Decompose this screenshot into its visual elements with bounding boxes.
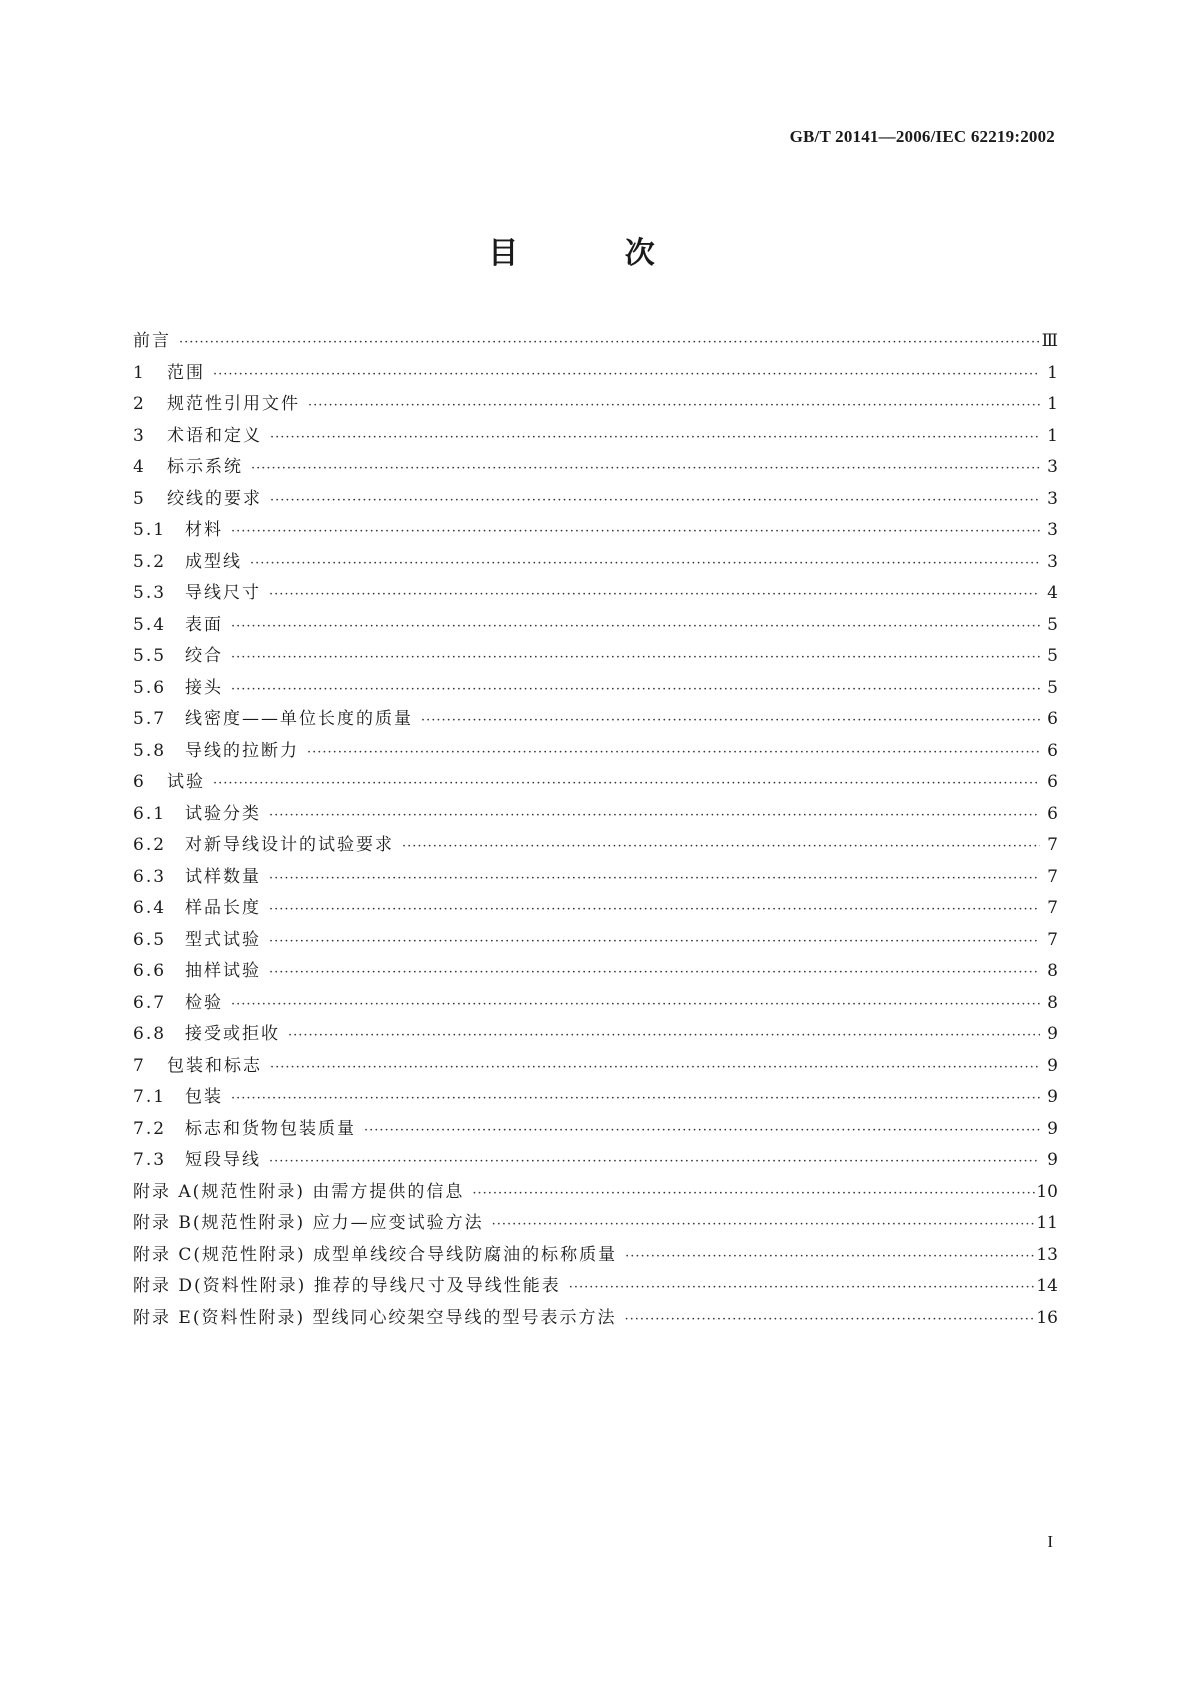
toc-dot-leader [211, 359, 1040, 391]
toc-entry-page: 3 [1047, 488, 1058, 509]
toc-entry[interactable] [133, 704, 1058, 736]
toc-entry[interactable] [133, 484, 1058, 516]
toc-entry-label: 附录 B(规范性附录) 应力—应变试验方法 [133, 1213, 484, 1233]
toc-entry-page: 7 [1047, 866, 1058, 887]
toc-entry-page: 6 [1047, 803, 1058, 824]
toc-entry-page: 13 [1036, 1244, 1058, 1265]
toc-entry-label: 接受或拒收 [185, 1024, 280, 1044]
toc-entry[interactable] [133, 421, 1058, 453]
toc-entry-label: 试验 [167, 772, 205, 792]
toc-entry-number: 6.4 [133, 898, 167, 918]
toc-dot-leader [177, 327, 1040, 359]
toc-entry-page: 7 [1047, 898, 1058, 918]
toc-entry-page: 9 [1047, 1118, 1058, 1139]
toc-entry-page: 5 [1047, 677, 1058, 698]
toc-entry-number: 6 [133, 772, 146, 792]
toc-entry[interactable] [133, 358, 1058, 390]
toc-dot-leader [267, 1146, 1040, 1178]
toc-entry-number: 5.5 [133, 646, 167, 666]
toc-entry-page: 9 [1047, 1024, 1058, 1044]
toc-entry-page: 14 [1036, 1276, 1058, 1296]
toc-entry[interactable] [133, 547, 1058, 579]
toc-entry[interactable] [133, 1240, 1058, 1272]
toc-entry-label: 标示系统 [167, 457, 243, 477]
toc-entry-number: 7.1 [133, 1087, 167, 1107]
toc-entry[interactable] [133, 515, 1058, 547]
toc-entry-number: 5.7 [133, 709, 167, 729]
page-title: 目 次 [488, 236, 703, 271]
toc-entry-label: 术语和定义 [167, 425, 262, 446]
toc-entry-number: 4 [133, 457, 146, 477]
toc-entry-page: 9 [1047, 1055, 1058, 1076]
toc-dot-leader [286, 1020, 1040, 1052]
toc-entry-number: 7 [133, 1055, 146, 1076]
toc-entry-number: 3 [133, 425, 146, 446]
toc-entry-page: 9 [1047, 1150, 1058, 1170]
toc-entry-label: 标志和货物包装质量 [185, 1118, 356, 1139]
toc-entry-label: 检验 [185, 992, 223, 1013]
toc-dot-leader [267, 800, 1040, 832]
toc-entry-number: 5.1 [133, 520, 167, 540]
toc-entry-label: 包装 [185, 1087, 223, 1107]
toc-dot-leader [305, 737, 1040, 769]
toc-dot-leader [229, 1083, 1040, 1115]
toc-entry-page: 3 [1047, 457, 1058, 477]
toc-dot-leader [400, 831, 1040, 863]
toc-entry-page: 7 [1047, 835, 1058, 855]
toc-entry[interactable] [133, 673, 1058, 705]
toc-entry-number: 5.4 [133, 614, 167, 635]
toc-entry-number: 2 [133, 394, 146, 414]
toc-entry[interactable] [133, 1019, 1058, 1051]
table-of-contents [133, 326, 1058, 1334]
toc-entry-number: 6.2 [133, 835, 167, 855]
toc-entry-label: 短段导线 [185, 1150, 261, 1170]
toc-entry[interactable] [133, 1082, 1058, 1114]
toc-entry-number: 1 [133, 362, 146, 383]
toc-entry[interactable] [133, 452, 1058, 484]
toc-entry[interactable] [133, 578, 1058, 610]
toc-entry[interactable] [133, 893, 1058, 925]
toc-entry[interactable] [133, 1271, 1058, 1303]
toc-entry[interactable] [133, 988, 1058, 1020]
toc-entry-number: 5.8 [133, 740, 167, 761]
toc-entry-number: 6.6 [133, 961, 167, 981]
toc-entry[interactable] [133, 799, 1058, 831]
toc-entry[interactable] [133, 862, 1058, 894]
toc-dot-leader [623, 1241, 1036, 1273]
toc-dot-leader [267, 957, 1040, 989]
standard-number: GB/T 20141—2006/IEC 62219:2002 [789, 127, 1055, 146]
toc-entry-number: 6.1 [133, 803, 167, 824]
toc-entry-page: 3 [1047, 520, 1058, 540]
toc-entry-label: 附录 C(规范性附录) 成型单线绞合导线防腐油的标称质量 [133, 1244, 618, 1265]
toc-entry-page: 5 [1047, 614, 1058, 635]
toc-dot-leader [268, 1052, 1040, 1084]
toc-dot-leader [248, 548, 1040, 580]
toc-entry-label: 附录 D(资料性附录) 推荐的导线尺寸及导线性能表 [133, 1276, 561, 1296]
toc-entry-label: 样品长度 [185, 898, 261, 918]
toc-entry-page: 10 [1036, 1181, 1058, 1202]
toc-entry-page: 8 [1047, 961, 1058, 981]
toc-entry-label: 表面 [185, 614, 223, 635]
toc-entry[interactable] [133, 736, 1058, 768]
toc-entry-label: 导线尺寸 [185, 583, 261, 603]
toc-dot-leader [268, 485, 1040, 517]
toc-entry-label: 导线的拉断力 [185, 740, 299, 761]
toc-entry[interactable] [133, 1114, 1058, 1146]
toc-entry-label: 试样数量 [185, 866, 261, 887]
toc-entry[interactable] [133, 1177, 1058, 1209]
toc-entry[interactable] [133, 641, 1058, 673]
toc-entry-page: 9 [1047, 1087, 1058, 1107]
toc-entry-page: 3 [1047, 551, 1058, 572]
toc-dot-leader [229, 611, 1040, 643]
toc-dot-leader [268, 422, 1040, 454]
toc-entry-page: 1 [1047, 362, 1058, 383]
toc-dot-leader [229, 642, 1040, 674]
toc-entry[interactable] [133, 389, 1058, 421]
toc-entry-page: 6 [1047, 740, 1058, 761]
toc-entry-label: 范围 [167, 362, 205, 383]
toc-entry[interactable] [133, 1145, 1058, 1177]
toc-entry[interactable] [133, 610, 1058, 642]
toc-dot-leader [490, 1209, 1037, 1241]
toc-dot-leader [211, 768, 1040, 800]
toc-entry-page: 6 [1047, 772, 1058, 792]
toc-entry-label: 成型线 [185, 551, 242, 572]
toc-dot-leader [249, 453, 1040, 485]
toc-entry-page: 8 [1047, 992, 1058, 1013]
toc-entry-label: 抽样试验 [185, 961, 261, 981]
toc-entry-number: 6.8 [133, 1024, 167, 1044]
toc-entry[interactable] [133, 830, 1058, 862]
toc-entry-number: 6.7 [133, 992, 167, 1013]
toc-dot-leader [267, 926, 1040, 958]
toc-dot-leader [229, 516, 1040, 548]
toc-entry-number: 6.5 [133, 929, 167, 950]
toc-entry[interactable] [133, 767, 1058, 799]
toc-dot-leader [229, 989, 1040, 1021]
toc-entry-page: 6 [1047, 709, 1058, 729]
toc-dot-leader [229, 674, 1040, 706]
toc-entry-number: 6.3 [133, 866, 167, 887]
toc-entry-label: 试验分类 [185, 803, 261, 824]
toc-entry-page: 11 [1036, 1213, 1058, 1233]
toc-entry-page: 4 [1047, 583, 1058, 603]
toc-entry[interactable] [133, 925, 1058, 957]
toc-entry-label: 对新导线设计的试验要求 [185, 835, 394, 855]
toc-entry-label: 附录 E(资料性附录) 型线同心绞架空导线的型号表示方法 [133, 1307, 617, 1328]
toc-entry-number: 5.2 [133, 551, 167, 572]
toc-entry-label: 附录 A(规范性附录) 由需方提供的信息 [133, 1181, 465, 1202]
toc-entry-label: 前言 [133, 331, 171, 351]
toc-entry-number: 7.3 [133, 1150, 167, 1170]
toc-entry-number: 5.3 [133, 583, 167, 603]
toc-entry[interactable] [133, 326, 1058, 358]
toc-entry-number: 5 [133, 488, 146, 509]
toc-entry-page: 1 [1047, 394, 1058, 414]
toc-dot-leader [622, 1304, 1036, 1336]
toc-entry-label: 型式试验 [185, 929, 261, 950]
toc-entry-label: 绞线的要求 [167, 488, 262, 509]
toc-dot-leader [470, 1178, 1036, 1210]
toc-entry-label: 线密度——单位长度的质量 [185, 709, 413, 729]
toc-dot-leader [267, 894, 1040, 926]
toc-entry[interactable] [133, 956, 1058, 988]
toc-dot-leader [267, 863, 1040, 895]
toc-dot-leader [306, 390, 1040, 422]
toc-entry-page: 16 [1036, 1307, 1058, 1328]
toc-entry-page: 5 [1047, 646, 1058, 666]
toc-dot-leader [362, 1115, 1040, 1147]
toc-entry[interactable] [133, 1051, 1058, 1083]
toc-entry-label: 包装和标志 [167, 1055, 262, 1076]
page-number: I [1047, 1532, 1053, 1551]
toc-entry[interactable] [133, 1303, 1058, 1335]
toc-entry-number: 7.2 [133, 1118, 167, 1139]
toc-entry-label: 接头 [185, 677, 223, 698]
toc-dot-leader [419, 705, 1040, 737]
toc-entry-label: 材料 [185, 520, 223, 540]
toc-entry-number: 5.6 [133, 677, 167, 698]
toc-entry[interactable] [133, 1208, 1058, 1240]
toc-entry-label: 绞合 [185, 646, 223, 666]
toc-entry-label: 规范性引用文件 [167, 394, 300, 414]
toc-entry-page: 7 [1047, 929, 1058, 950]
toc-dot-leader [567, 1272, 1037, 1304]
toc-dot-leader [267, 579, 1040, 611]
toc-entry-page: Ⅲ [1041, 331, 1058, 351]
toc-entry-page: 1 [1047, 425, 1058, 446]
